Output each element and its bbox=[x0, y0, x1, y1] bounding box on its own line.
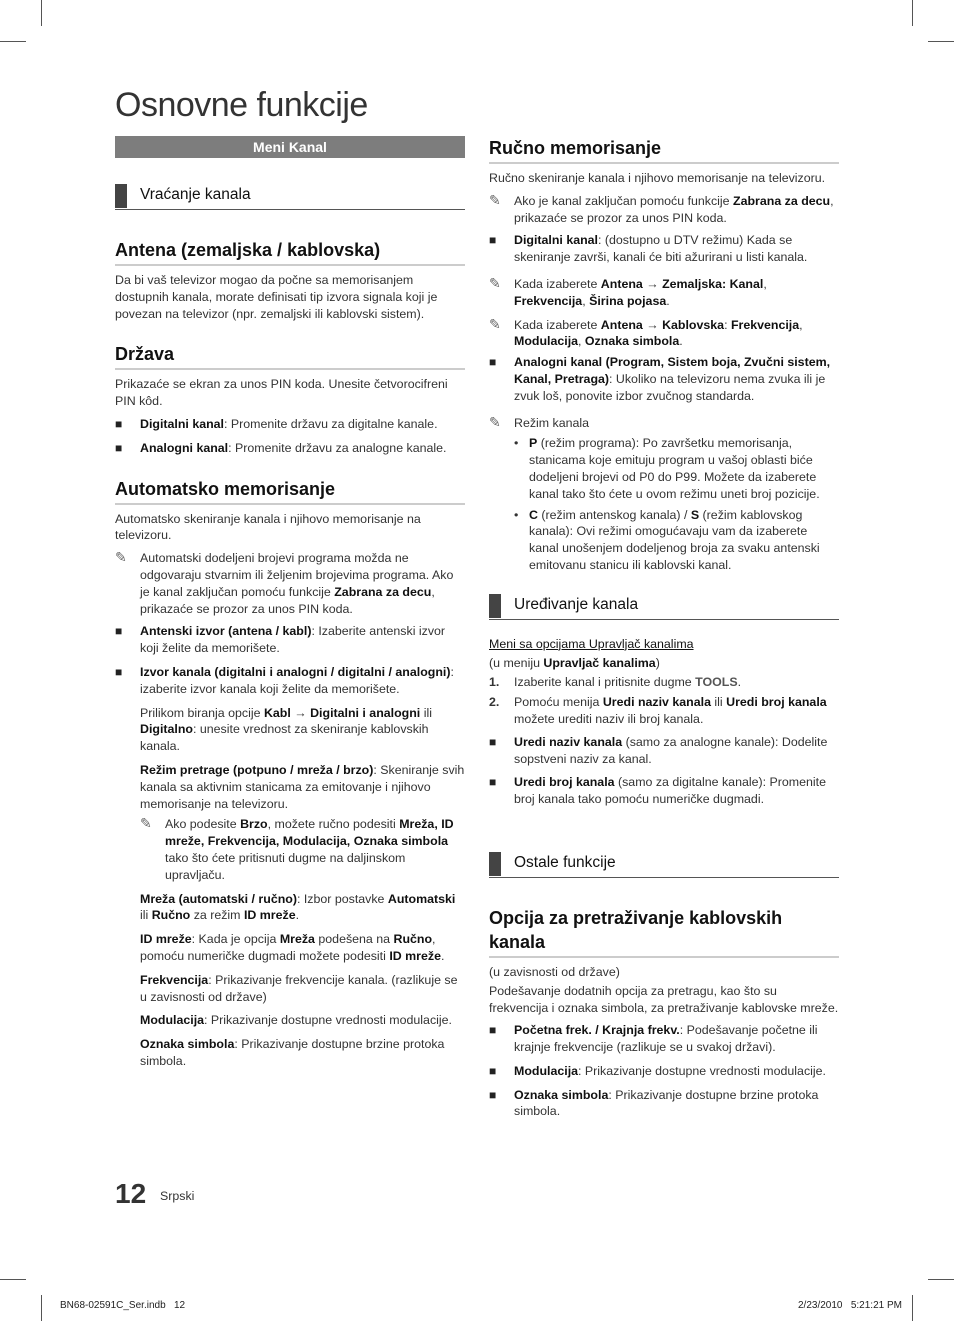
crop-mark bbox=[0, 41, 26, 42]
crop-mark bbox=[41, 0, 42, 26]
crop-mark bbox=[912, 1295, 913, 1321]
list-item: ■ Analogni kanal: Promenite državu za analogne kanale. bbox=[115, 440, 465, 457]
language-label: Srpski bbox=[160, 1189, 195, 1203]
list-item: ■ Uredi naziv kanala (samo za analogne kanale): Dodelite sopstveni naziv za kanal. bbox=[489, 734, 839, 768]
heading-rucno: Ručno memorisanje bbox=[489, 136, 839, 164]
note-pencil-icon: ✎ bbox=[140, 815, 152, 832]
note: ✎ Ako podesite Brzo, možete ručno podesiti Mreža, ID mreže, Frekvencija, Modulacija, Oznaka simbola tako što ćete pritisnuti dugme na daljinskom upravljaču. bbox=[140, 815, 454, 882]
list-item: ■ Antenski izvor (antena / kabl): Izaberite antenski izvor koji želite da memorišete. bbox=[115, 623, 465, 657]
crop-mark bbox=[0, 1279, 26, 1280]
note-pencil-icon: ✎ bbox=[489, 413, 501, 430]
heading-antena: Antena (zemaljska / kablovska) bbox=[115, 238, 465, 266]
list-item: ■ Oznaka simbola: Prikazivanje dostupne brzine protoka simbola. bbox=[489, 1087, 839, 1121]
list-item: ■ Digitalni kanal: (dostupno u DTV režimu) Kada se skeniranje završi, kanali će biti ažurirani u listi kanala. bbox=[489, 232, 839, 266]
note: ✎ Automatski dodeljeni brojevi programa možda ne odgovaraju stvarnim ili željenim brojevima programa. Ako je kanal zaključan pomoću funkcije Zabrana za decu, prikazaće se prozor za unos PIN koda. bbox=[115, 549, 454, 616]
auto-text: Automatsko skeniranje kanala i njihovo memorisanje na televizoru. bbox=[115, 511, 421, 543]
antena-text: Da bi vaš televizor mogao da počne sa memorisanjem dostupnih kanala, morate definisati tip izvora signala koji je povezan na televizor (npr. zemaljski ili kablovski sistem). bbox=[115, 273, 438, 321]
list-item: ■ Analogni kanal (Program, Sistem boja, Zvučni sistem, Kanal, Pretraga): Ukoliko na televizoru nema zvuka ili je zvuk loš, ponovite izbor zvučnog standarda. bbox=[489, 354, 839, 404]
note-pencil-icon: ✎ bbox=[115, 549, 127, 566]
crop-mark bbox=[41, 1295, 42, 1321]
crop-mark bbox=[928, 1279, 954, 1280]
numbered-item: 1. Izaberite kanal i pritisnite dugme TOOLS. bbox=[489, 675, 742, 690]
paragraph: Oznaka simbola: Prikazivanje dostupne brzine protoka simbola. bbox=[140, 1037, 445, 1068]
note-pencil-icon: ✎ bbox=[489, 315, 501, 332]
left-column bbox=[115, 184, 465, 1070]
paragraph: Režim pretrage (potpuno / mreža / brzo): Skeniranje svih kanala sa aktivnim stanicama za emitovanje i njihovo memorisanje na televizoru. bbox=[140, 762, 465, 811]
paragraph: Mreža (automatski / ručno): Izbor postavke Automatski ili Ručno za režim ID mreže. bbox=[140, 891, 456, 923]
rucno-text: Ručno skeniranje kanala i njihovo memorisanje na televizoru. bbox=[489, 171, 826, 185]
crop-mark bbox=[928, 41, 954, 42]
paragraph: Frekvencija: Prikazivanje frekvencije kanala. (razlikuje se u zavisnosti od države) bbox=[140, 972, 458, 1004]
page-number: 12 bbox=[115, 1178, 147, 1209]
note: ✎ Ako je kanal zaključan pomoću funkcije Zabrana za decu, prikazaće se prozor za unos PIN koda. bbox=[489, 191, 834, 225]
note: ✎ Kada izaberete Antena → Zemaljska: Kanal, Frekvencija, Širina pojasa. bbox=[489, 274, 767, 308]
section-header-uredjivanje: Uređivanje kanala bbox=[489, 594, 839, 620]
opcija-sub: (u zavisnosti od države) bbox=[489, 964, 620, 979]
note: ✎ Režim kanala bbox=[489, 413, 590, 430]
footer-date: 2/23/2010 5:21:21 PM bbox=[798, 1300, 902, 1311]
note-pencil-icon: ✎ bbox=[489, 274, 501, 291]
paragraph: Modulacija: Prikazivanje dostupne vrednosti modulacije. bbox=[140, 1013, 452, 1028]
drzava-text: Prikazaće se ekran za unos PIN koda. Unesite četvorocifreni PIN kôd. bbox=[115, 377, 448, 409]
right-column bbox=[489, 136, 839, 1120]
paragraph bbox=[115, 816, 465, 883]
crop-mark bbox=[912, 0, 913, 26]
bullet-icon: • bbox=[514, 436, 519, 451]
page-title: Osnovne funkcije bbox=[115, 86, 368, 124]
paragraph: ID mreže: Kada je opcija Mreža podešena na Ručno, pomoću numeričke dugmadi možete podesiti ID mreže. bbox=[140, 932, 445, 963]
paragraph: Prilikom biranja opcije Kabl → Digitalni i analogni ili Digitalno: unesite vrednost za skeniranje kablovskih kanala. bbox=[140, 705, 432, 754]
heading-opcija: Opcija za pretraživanje kablovskih kanala bbox=[489, 906, 839, 958]
list-item: ■ Digitalni kanal: Promenite državu za digitalne kanale. bbox=[115, 416, 465, 433]
list-item: ■ Početna frek. / Krajnja frekv.: Podešavanje početne ili krajnje frekvencije (razlikuje se u svakoj državi). bbox=[489, 1022, 839, 1056]
heading-drzava: Država bbox=[115, 342, 465, 370]
subheading-meni-opcija: Meni sa opcijama Upravljač kanalima bbox=[489, 636, 694, 651]
numbered-item: 2. Pomoću menija Uredi naziv kanala ili Uredi broj kanala možete urediti naziv ili broj kanala. bbox=[489, 695, 827, 726]
paragraph: (u meniju Upravljač kanalima) bbox=[489, 655, 660, 670]
section-header-ostale: Ostale funkcije bbox=[489, 852, 839, 878]
heading-automatsko: Automatsko memorisanje bbox=[115, 477, 465, 505]
list-item: ■ Uredi broj kanala (samo za digitalne kanale): Promenite broj kanala tako pomoću numeričke dugmadi. bbox=[489, 774, 839, 808]
opcija-text: Podešavanje dodatnih opcija za pretragu, kao što su frekvencija i oznaka simbola, za pretraživanje kablovske mreže. bbox=[489, 983, 839, 1015]
note: ✎ Kada izaberete Antena → Kablovska: Frekvencija, Modulacija, Oznaka simbola. bbox=[489, 315, 803, 349]
bullet-icon: • bbox=[514, 507, 519, 522]
footer-file: BN68-02591C_Ser.indb 12 bbox=[60, 1300, 186, 1311]
list-item: • C (režim antenskog kanala) / S (režim kablovskog kanala): Ovi režimi omogućavaju vam da izaberete kanal unošenjem dodeljenog broja za svaku antenski emitovanu stanicu ili kablovski kanal. bbox=[514, 507, 820, 572]
list-item: ■ Izvor kanala (digitalni i analogni / digitalni / analogni): izaberite izvor kanala koji želite da memorišete. bbox=[115, 664, 465, 698]
section-header-vracanje: Vraćanje kanala bbox=[115, 184, 465, 210]
list-item: • P (režim programa): Po završetku memorisanja, stanicama koje emituju program u vašoj oblasti biće dodeljeni brojevi od P0 do P99. Možete da izaberete kanal tako što ćete u ovom režimu uneti broj pozicije. bbox=[514, 436, 820, 501]
note-pencil-icon: ✎ bbox=[489, 191, 501, 208]
list-item: ■ Modulacija: Prikazivanje dostupne vrednosti modulacije. bbox=[489, 1063, 839, 1080]
section-banner: Meni Kanal bbox=[115, 136, 465, 158]
